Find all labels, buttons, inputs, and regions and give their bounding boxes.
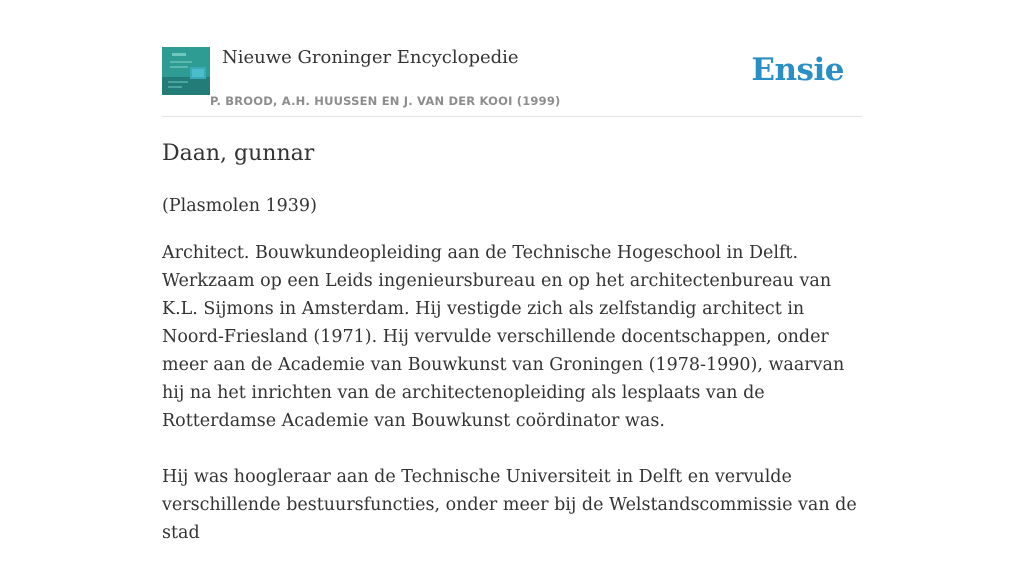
book-authors: P. BROOD, A.H. HUUSSEN EN J. VAN DER KOOI (1999) [210, 94, 561, 108]
book-cover-icon [162, 47, 210, 95]
book-cover-thumbnail[interactable] [162, 47, 210, 95]
page-container [162, 0, 862, 543]
entry-paragraph: Hij was hoogleraar aan de Technische Universiteit in Delft en vervulde verschillende bestuursfuncties, onder meer bij de Welstandscommissie van de stad [162, 467, 857, 543]
ensie-logo[interactable]: Ensie [751, 52, 844, 88]
book-title[interactable]: Nieuwe Groninger Encyclopedie [222, 47, 519, 68]
entry-paragraph: Architect. Bouwkundeopleiding aan de Technische Hogeschool in Delft. Werkzaam op een Leids ingenieursbureau en op het architectenbureau van K.L. Sijmons in Amsterdam. Hij vestigde zich als zelfstandig architect in Noord-Friesland (1971). Hij vervulde verschillende docentschappen, onder meer aan de Academie van Bouwkunst van Groningen (1978-1990), waarvan hij na het inrichten van de architectenopleiding als lesplaats van de Rotterdamse Academie van Bouwkunst coördinator was. [162, 243, 845, 431]
entry-body [162, 239, 867, 575]
book-header [162, 0, 862, 117]
entry-title: Daan, gunnar [162, 141, 315, 166]
entry-subtitle: (Plasmolen 1939) [162, 196, 317, 216]
